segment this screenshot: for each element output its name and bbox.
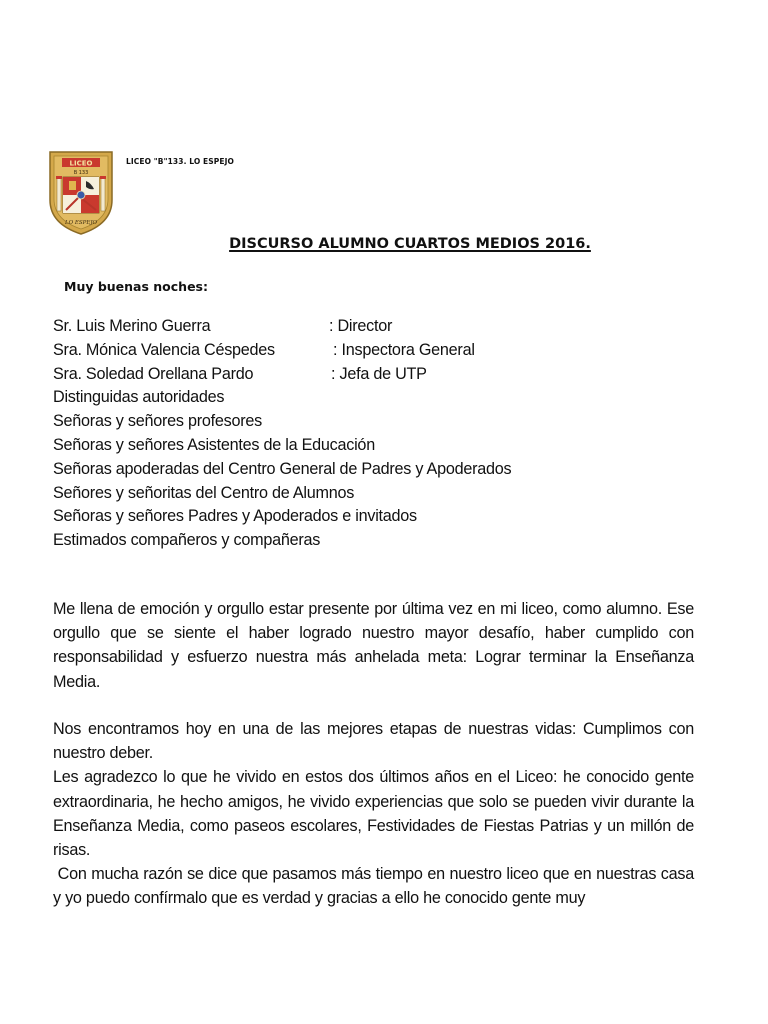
document-title: DISCURSO ALUMNO CUARTOS MEDIOS 2016.: [229, 236, 591, 252]
speech-paragraph-line: Con mucha razón se dice que pasamos más tiempo en nuestro liceo que en nuestras casa y yo puedo confírmalo que es verdad y gracias a ello he conocido gente muy: [53, 865, 699, 908]
addressee-name: Señores y señoritas del Centro de Alumnos: [53, 483, 355, 502]
addressee-name: Estimados compañeros y compañeras: [53, 531, 321, 550]
speech-paragraph-line: Nos encontramos hoy en una de las mejores etapas de nuestras vidas: Cumplimos con nuestro deber.: [53, 720, 694, 763]
greeting: Muy buenas noches:: [64, 279, 209, 294]
addressee-role: : Inspectora General: [333, 340, 475, 359]
addressee-name: Señoras y señores profesores: [53, 412, 262, 431]
crest-text-number: B 133: [73, 170, 89, 176]
addressee-name: Señoras y señores Padres y Apoderados e invitados: [53, 507, 417, 526]
crest-text-bottom: LO ESPEJO: [64, 220, 98, 226]
speech-paragraph-line: Les agradezco lo que he vivido en estos dos últimos años en el Liceo: he conocido gente extraordinaria, he hecho amigos, he vivido experiencias que solo se pueden vivir durante la Enseñanza Media, como paseos escolares, Festividades de Fiestas Patrias y un millón de risas.: [53, 768, 694, 860]
addressee-row: [53, 386, 673, 410]
addressee-row: [53, 458, 673, 482]
addressee-name: Sr. Luis Merino Guerra: [53, 317, 211, 335]
addressee-name: Señoras y señores Asistentes de la Educación: [53, 435, 375, 454]
addressee-name: Señoras apoderadas del Centro General de Padres y Apoderados: [53, 459, 512, 478]
addressee-name: Sra. Soledad Orellana Pardo: [53, 364, 254, 383]
addressee-row: [53, 363, 673, 387]
addressee-role: : Jefa de UTP: [331, 364, 427, 383]
addressee-list: [53, 315, 673, 553]
addressee-row: [53, 339, 673, 363]
addressee-name: Distinguidas autoridades: [53, 388, 225, 407]
addressee-row: [53, 529, 673, 553]
addressee-name: Sra. Mónica Valencia Céspedes: [53, 340, 275, 359]
crest-text-top: LICEO: [69, 159, 93, 168]
speech-paragraph-2: [53, 717, 699, 911]
speech-paragraph-1: Me llena de emoción y orgullo estar presente por última vez en mi liceo, como alumno. Ese orgullo que se siente el haber logrado nuestro mayor desafío, haber cumplido con responsabilidad y esfuerzo nuestra más anhelada meta: Lograr terminar la Enseñanza Media.: [53, 600, 694, 691]
addressee-row: [53, 434, 673, 458]
addressee-row: [53, 482, 673, 506]
addressee-row: [53, 315, 673, 339]
addressee-role: : Director: [329, 317, 393, 335]
school-name: LICEO "B"133. LO ESPEJO: [126, 157, 234, 166]
addressee-row: [53, 410, 673, 434]
addressee-row: [53, 505, 673, 529]
school-crest-logo: [48, 150, 114, 236]
